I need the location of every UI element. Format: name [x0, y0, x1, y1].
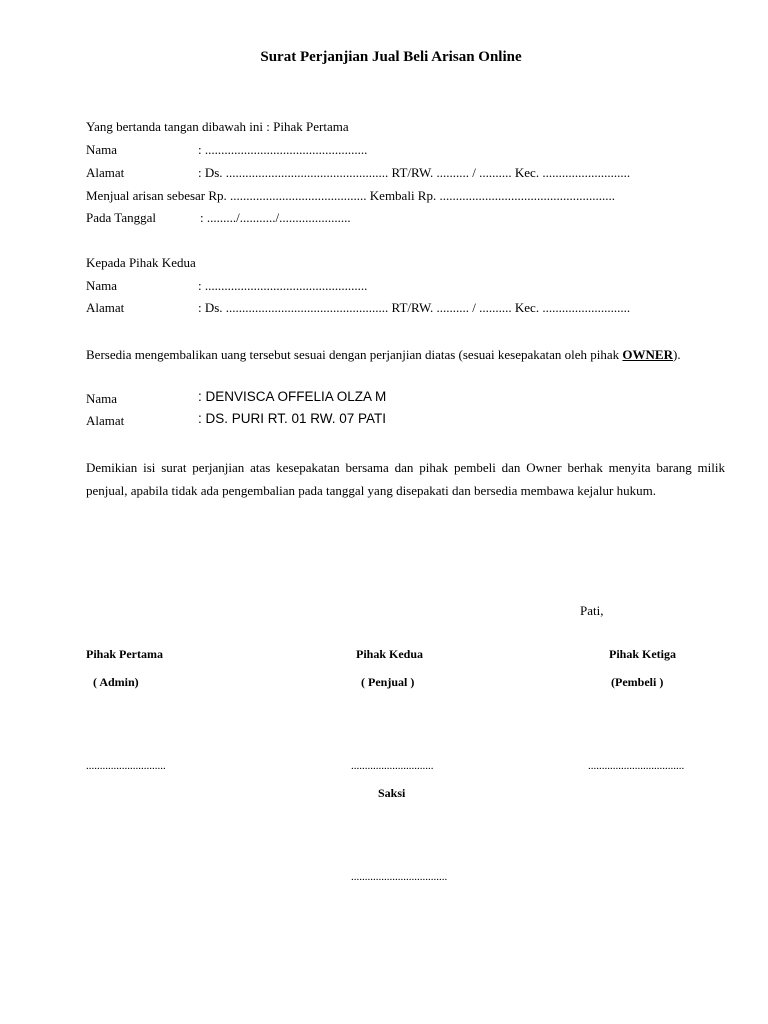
signature-title-pihak-kedua: Pihak Kedua: [356, 647, 424, 661]
signature-role-penjual: ( Penjual ): [361, 675, 415, 689]
owner-nama-value: : DENVISCA OFFELIA OLZA M: [198, 389, 387, 404]
pihak-kedua-alamat-label: Alamat: [86, 300, 125, 315]
pada-tanggal-value: : ........./.........../......................: [200, 210, 351, 225]
pihak-pertama-alamat-value: : Ds. .................................................. RT/RW. .......... / .......... Kec. ...........................: [198, 165, 631, 180]
owner-paragraph: [86, 343, 725, 366]
pihak-kedua-nama-label: Nama: [86, 278, 118, 293]
signature-role-admin: ( Admin): [93, 675, 139, 689]
owner-alamat-label: Alamat: [86, 413, 125, 428]
owner-paragraph-end: ).: [672, 347, 681, 362]
signature-title-pihak-pertama: Pihak Pertama: [86, 647, 163, 661]
pihak-pertama-nama-value: : ..................................................: [198, 142, 368, 157]
pada-tanggal-label: Pada Tanggal: [86, 210, 156, 225]
pihak-kedua-alamat-value: : Ds. .................................................. RT/RW. .......... / .......... Kec. ...........................: [198, 300, 631, 315]
pihak-kedua-intro: Kepada Pihak Kedua: [86, 255, 196, 270]
pihak-pertama-intro: Yang bertanda tangan dibawah ini : Pihak Pertama: [86, 119, 349, 134]
signature-line-pihak-ketiga: ...................................: [588, 760, 685, 772]
document-title: Surat Perjanjian Jual Beli Arisan Online: [260, 49, 522, 65]
signature-title-pihak-ketiga: Pihak Ketiga: [609, 647, 677, 661]
saksi-title: Saksi: [378, 786, 406, 800]
owner-alamat-value: : DS. PURI RT. 01 RW. 07 PATI: [198, 411, 387, 426]
closing-paragraph: Demikian isi surat perjanjian atas kesepakatan bersama dan pihak pembeli dan Owner berhak menyita barang milik penjual, apabila tidak ada pengembalian pada tanggal yang disepakati dan bersedia membawa kejalur hukum.: [86, 460, 725, 498]
pihak-pertama-nama-label: Nama: [86, 142, 118, 157]
signature-role-pembeli: (Pembeli ): [611, 675, 664, 689]
signature-line-pihak-pertama: .............................: [86, 760, 166, 772]
pihak-pertama-alamat-label: Alamat: [86, 165, 125, 180]
owner-paragraph-start: Bersedia mengembalikan uang tersebut sesuai dengan perjanjian diatas (sesuai kesepakatan oleh pihak: [86, 347, 623, 362]
menjual-arisan-line: Menjual arisan sebesar Rp. .......................................... Kembali Rp. ......................................................: [86, 188, 615, 203]
owner-emphasis: OWNER: [622, 347, 673, 362]
place-date: Pati,: [580, 603, 604, 618]
owner-nama-label: Nama: [86, 391, 118, 406]
pihak-kedua-nama-value: : ..................................................: [198, 278, 368, 293]
saksi-signature-line: ...................................: [351, 871, 448, 883]
signature-line-pihak-kedua: ..............................: [351, 760, 434, 772]
